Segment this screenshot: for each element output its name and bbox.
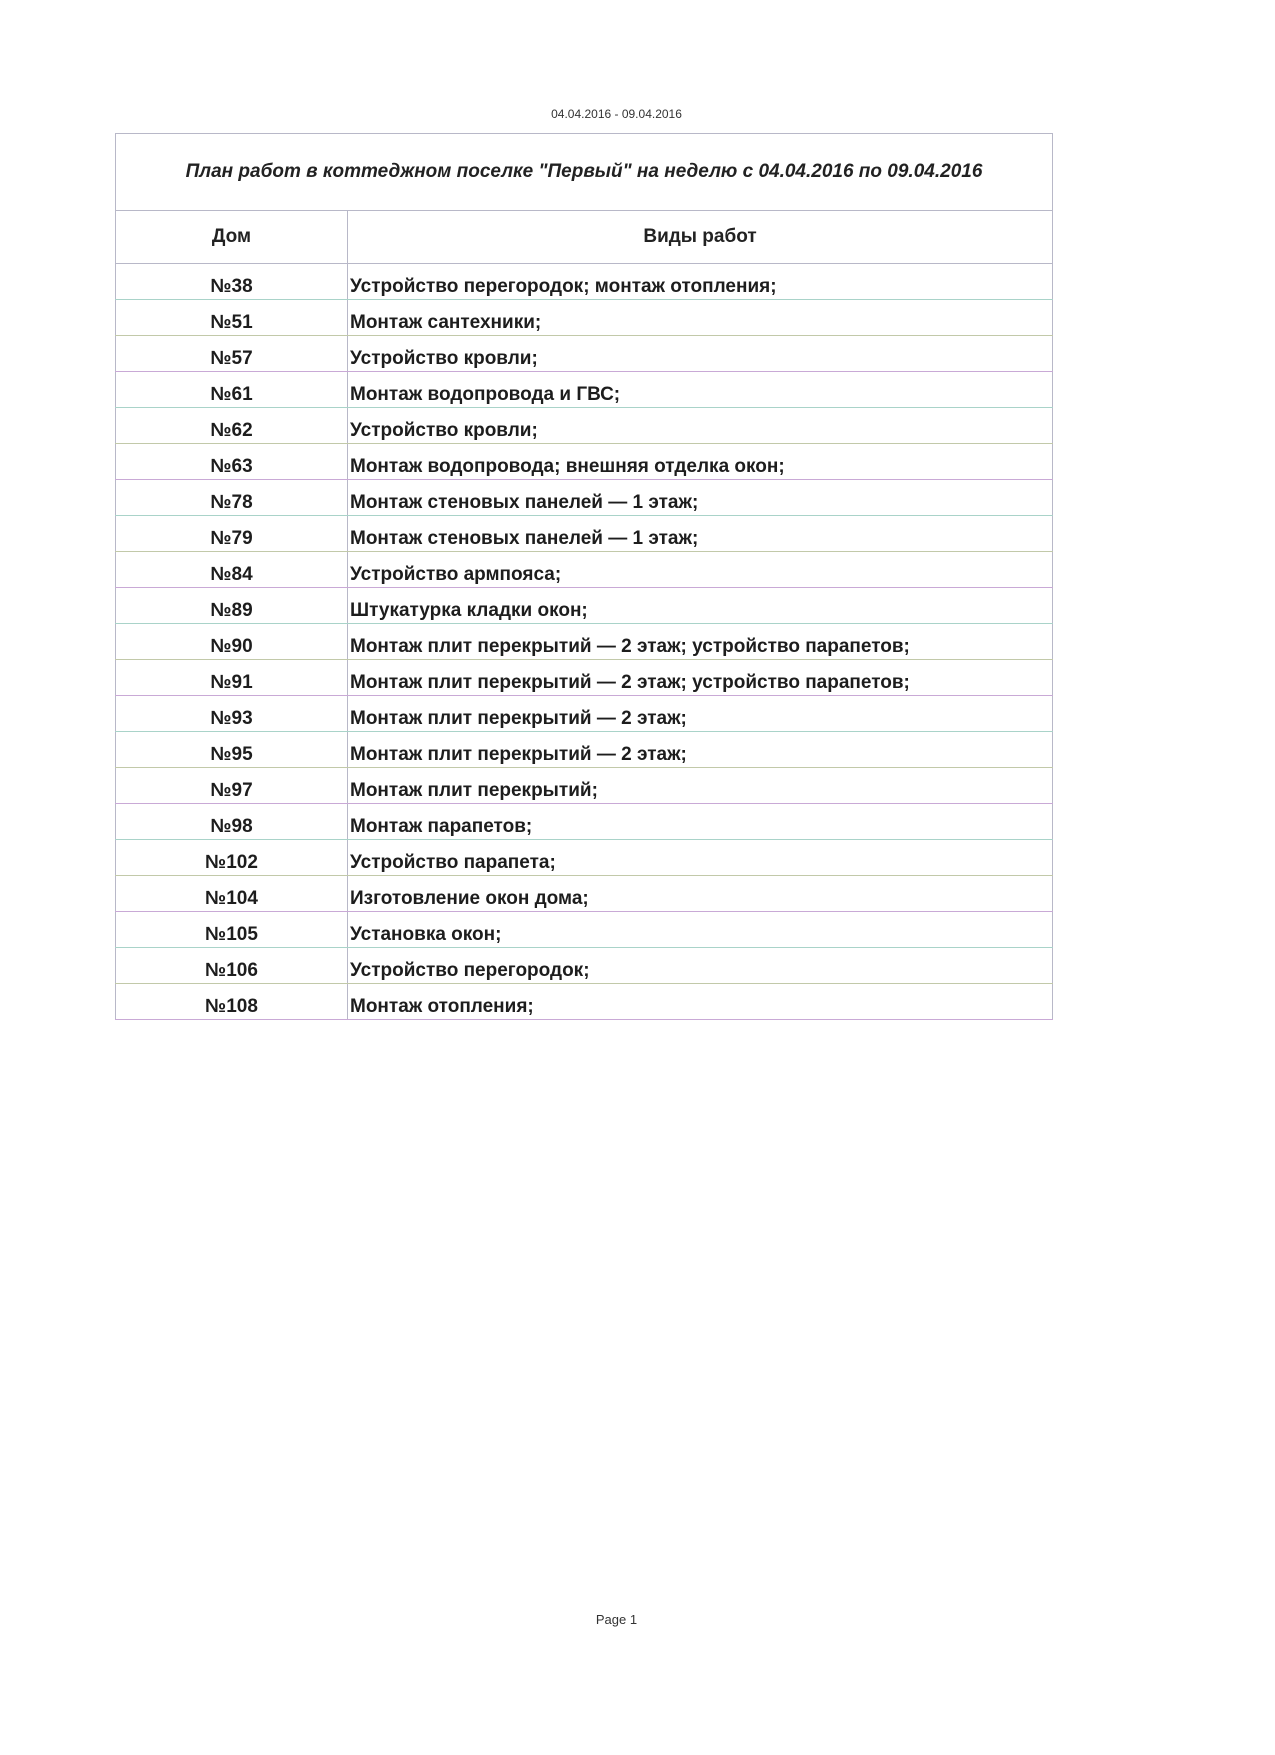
work-type-cell: Монтаж отопления; [348,984,1053,1020]
house-number-cell: №98 [116,804,348,840]
table-row [116,696,1053,732]
table-row [116,876,1053,912]
table-row [116,336,1053,372]
table-row [116,300,1053,336]
house-number-cell: №89 [116,588,348,624]
work-type-cell: Устройство перегородок; [348,948,1053,984]
table-row [116,444,1053,480]
table-row [116,984,1053,1020]
house-number-cell: №84 [116,552,348,588]
work-type-cell: Монтаж плит перекрытий — 2 этаж; [348,732,1053,768]
work-type-cell: Монтаж стеновых панелей — 1 этаж; [348,516,1053,552]
house-number-cell: №93 [116,696,348,732]
work-type-cell: Монтаж парапетов; [348,804,1053,840]
table-row [116,264,1053,300]
work-type-cell: Монтаж плит перекрытий — 2 этаж; устройство парапетов; [348,624,1053,660]
work-plan-table [115,133,1053,1020]
house-number-cell: №97 [116,768,348,804]
house-number-cell: №38 [116,264,348,300]
house-number-cell: №108 [116,984,348,1020]
table-row [116,480,1053,516]
house-number-cell: №95 [116,732,348,768]
work-type-cell: Устройство кровли; [348,408,1053,444]
work-type-cell: Монтаж плит перекрытий; [348,768,1053,804]
page-number: Page 1 [595,1612,638,1627]
work-type-cell: Монтаж стеновых панелей — 1 этаж; [348,480,1053,516]
house-number-cell: №79 [116,516,348,552]
table-row [116,588,1053,624]
house-number-cell: №105 [116,912,348,948]
work-type-cell: Установка окон; [348,912,1053,948]
table-row [116,912,1053,948]
house-number-cell: №78 [116,480,348,516]
house-number-cell: №61 [116,372,348,408]
table-row [116,948,1053,984]
work-type-cell: Изготовление окон дома; [348,876,1053,912]
work-type-cell: Монтаж плит перекрытий — 2 этаж; [348,696,1053,732]
table-row [116,804,1053,840]
house-number-cell: №102 [116,840,348,876]
house-number-cell: №51 [116,300,348,336]
house-number-cell: №90 [116,624,348,660]
house-number-cell: №104 [116,876,348,912]
house-number-cell: №91 [116,660,348,696]
table-row [116,372,1053,408]
house-number-cell: №57 [116,336,348,372]
work-type-cell: Устройство перегородок; монтаж отопления; [348,264,1053,300]
header-date-range: 04.04.2016 - 09.04.2016 [551,107,682,121]
work-type-cell: Устройство кровли; [348,336,1053,372]
table-title: План работ в коттеджном поселке "Первый" на неделю с 04.04.2016 по 09.04.2016 [116,134,1053,211]
column-header-work-types: Виды работ [348,211,1053,264]
house-number-cell: №106 [116,948,348,984]
table-row [116,660,1053,696]
table-row [116,408,1053,444]
column-header-house: Дом [116,211,348,264]
work-type-cell: Устройство армпояса; [348,552,1053,588]
work-type-cell: Монтаж водопровода; внешняя отделка окон; [348,444,1053,480]
table-row [116,516,1053,552]
work-type-cell: Штукатурка кладки окон; [348,588,1053,624]
table-row [116,624,1053,660]
table-row [116,768,1053,804]
work-type-cell: Монтаж плит перекрытий — 2 этаж; устройство парапетов; [348,660,1053,696]
work-type-cell: Монтаж сантехники; [348,300,1053,336]
table-row [116,552,1053,588]
work-type-cell: Устройство парапета; [348,840,1053,876]
house-number-cell: №63 [116,444,348,480]
table-row [116,840,1053,876]
table-row [116,732,1053,768]
work-type-cell: Монтаж водопровода и ГВС; [348,372,1053,408]
house-number-cell: №62 [116,408,348,444]
